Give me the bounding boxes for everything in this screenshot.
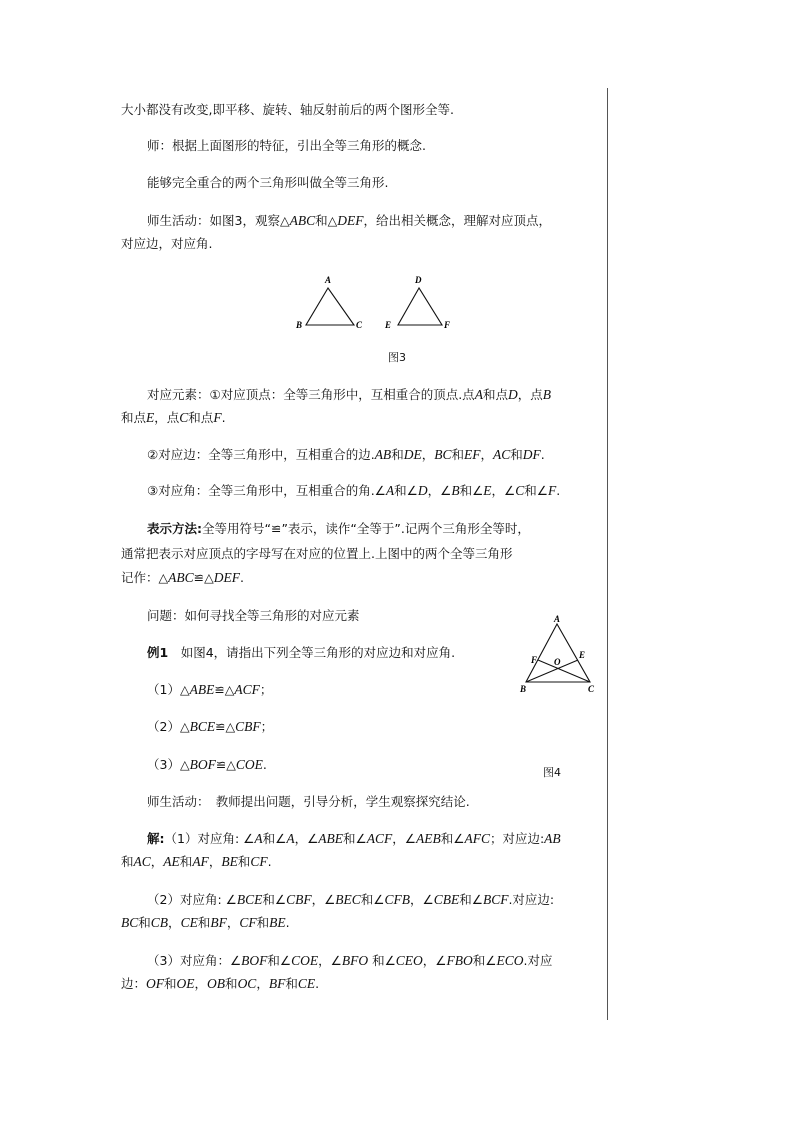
p6m: .: [540, 447, 545, 462]
solution-3-line-2: [121, 973, 605, 995]
paragraph-2: [147, 135, 631, 157]
p8e: ≌△: [193, 570, 214, 585]
s1i: ，∠: [392, 831, 416, 846]
s1h: ACF: [366, 831, 393, 846]
item-2-a: BCE: [189, 719, 216, 734]
s2w: 和: [256, 915, 270, 930]
item-3-a: BOF: [189, 757, 216, 772]
p5m: .: [221, 410, 226, 425]
p4d: DEF: [337, 213, 364, 228]
s1o: 和: [121, 854, 134, 869]
p6d: DE: [403, 447, 422, 462]
s1t: AF: [192, 854, 209, 869]
s3b: BOF: [241, 953, 268, 968]
s2u: ，: [226, 915, 240, 930]
s3f: BFO: [341, 953, 369, 968]
s2k: 和∠: [459, 892, 483, 907]
example-text: 如图4，请指出下列全等三角形的对应边和对应角.: [180, 645, 456, 660]
s1c: 和∠: [262, 831, 287, 846]
label-c: C: [588, 684, 595, 694]
p6e: ，: [421, 447, 435, 462]
paragraph-11: [147, 791, 631, 813]
example-label: 例1: [147, 645, 169, 660]
p4b: ABC: [289, 213, 316, 228]
p6g: 和: [451, 447, 464, 462]
label-d: D: [415, 275, 422, 285]
p5g: 和点: [121, 410, 147, 425]
p4f: 对应边，对应角.: [121, 236, 213, 251]
s3s: OB: [207, 976, 226, 991]
s1w: 和: [237, 854, 251, 869]
s1n: AB: [544, 831, 561, 846]
figure-4-triangle: [512, 612, 602, 698]
p7b: A: [385, 483, 395, 498]
notation-heading: 表示方法:: [147, 521, 202, 536]
s2m: .对应边:: [508, 892, 555, 907]
s1u: ，: [208, 854, 222, 869]
s3d: COE: [291, 953, 319, 968]
p7h: E: [483, 483, 492, 498]
p5d: D: [507, 387, 518, 402]
paragraph-8-line-2: [121, 543, 605, 565]
paragraph-1: [121, 99, 605, 121]
p4a: 师生活动：如图3，观察△: [147, 213, 290, 228]
s2g: 和∠: [360, 892, 385, 907]
p7c: 和∠: [394, 483, 418, 498]
p11-text: 师生活动： 教师提出问题，引导分析，学生观察探究结论.: [147, 794, 470, 809]
p6l: DF: [522, 447, 541, 462]
item-3-c: COE: [235, 757, 263, 772]
p2-text: 师：根据上面图形的特征，引出全等三角形的概念.: [147, 138, 426, 153]
p5e: ，点: [517, 387, 543, 402]
label-f: F: [444, 320, 451, 330]
s1d: A: [286, 831, 295, 846]
paragraph-4-line-1: [147, 210, 631, 232]
s3x: 和: [285, 976, 298, 991]
s1l: AFC: [464, 831, 490, 846]
s2p: CB: [150, 915, 169, 930]
s3o: OF: [146, 976, 165, 991]
label-o: O: [554, 657, 561, 667]
s1k: 和∠: [440, 831, 465, 846]
s3g: 和∠: [368, 953, 396, 968]
figure-4-caption: 图4: [543, 766, 561, 779]
solution-label: 解:: [147, 831, 165, 846]
s1x: CF: [250, 854, 268, 869]
s1e: ，∠: [294, 831, 319, 846]
triangle-abc: [306, 288, 354, 325]
p9-text: 问题：如何寻找全等三角形的对应元素: [147, 608, 360, 623]
p7a: ③对应角：全等三角形中，互相重合的角.∠: [147, 483, 386, 498]
p8d: ABC: [168, 570, 194, 585]
item-3-d: .: [262, 757, 267, 772]
s1r: AE: [163, 854, 180, 869]
p7l: F: [548, 483, 557, 498]
s1f: ABE: [318, 831, 344, 846]
solution-1-line-1: [147, 828, 631, 850]
s3i: ，∠: [422, 953, 447, 968]
s2n: BC: [121, 915, 139, 930]
s2v: CF: [239, 915, 257, 930]
p7f: B: [451, 483, 460, 498]
item-1-b: ≌△: [214, 682, 235, 697]
figure-3-caption: 图3: [388, 351, 406, 364]
solution-3-line-1: [147, 950, 631, 972]
item-1-a: ABE: [189, 682, 215, 697]
s3k: 和∠: [472, 953, 497, 968]
s3j: FBO: [446, 953, 473, 968]
p7i: ，∠: [491, 483, 516, 498]
p6c: 和: [391, 447, 404, 462]
p6h: EF: [464, 447, 481, 462]
s1a: （1）对应角: ∠: [164, 831, 255, 846]
s2c: 和∠: [262, 892, 287, 907]
p6k: 和: [510, 447, 523, 462]
p3-text: 能够完全重合的两个三角形叫做全等三角形.: [147, 175, 389, 190]
p5i: ，点: [154, 410, 180, 425]
s2r: CE: [180, 915, 198, 930]
s3u: OC: [237, 976, 257, 991]
s3p: 和: [164, 976, 177, 991]
s3v: ，: [256, 976, 269, 991]
item-3-b: ≌△: [215, 757, 236, 772]
item-1-n: （1）△: [147, 682, 190, 697]
s2s: 和: [197, 915, 211, 930]
p5c: 和点: [482, 387, 508, 402]
paragraph-8-line-1: [147, 518, 631, 540]
paragraph-4-line-2: [121, 233, 605, 255]
item-2-c: CBF: [235, 719, 261, 734]
s3t: 和: [225, 976, 238, 991]
p6f: BC: [434, 447, 452, 462]
s3w: BF: [268, 976, 286, 991]
s2i: ，∠: [410, 892, 434, 907]
label-b: B: [296, 320, 303, 330]
s3h: CEO: [395, 953, 423, 968]
p8f: DEF: [213, 570, 240, 585]
paragraph-3: [147, 172, 631, 194]
s1m: ；对应边:: [489, 831, 545, 846]
p8b: 通常把表示对应顶点的字母写在对应的位置上.上图中的两个全等三角形: [121, 546, 513, 561]
solution-2-line-1: [147, 889, 631, 911]
label-c: C: [356, 320, 363, 330]
p5j: C: [179, 410, 189, 425]
paragraph-7: [147, 480, 631, 502]
label-a: A: [325, 275, 332, 285]
s1b: A: [254, 831, 263, 846]
item-3-n: （3）△: [147, 757, 190, 772]
p1-text: 大小都没有改变,即平移、旋转、轴反射前后的两个图形全等.: [121, 102, 454, 117]
s3e: ，∠: [318, 953, 342, 968]
s2t: BF: [210, 915, 227, 930]
solution-2-line-2: [121, 912, 605, 934]
s3n: 边：: [121, 976, 147, 991]
triangle-def: [398, 288, 442, 325]
s1s: 和: [179, 854, 193, 869]
label-a: A: [554, 614, 561, 624]
s2q: ，: [168, 915, 181, 930]
p6b: AB: [374, 447, 392, 462]
s3m: .对应: [523, 953, 553, 968]
p8g: .: [239, 570, 244, 585]
p6a: ②对应边：全等三角形中，互相重合的边.: [147, 447, 375, 462]
item-2-b: ≌△: [215, 719, 236, 734]
p5k: 和点: [188, 410, 214, 425]
s2f: BEC: [335, 892, 361, 907]
s2b: BCE: [236, 892, 263, 907]
s2d: CBF: [286, 892, 312, 907]
s1j: AEB: [415, 831, 441, 846]
p7e: ，∠: [427, 483, 452, 498]
s3r: ，: [194, 976, 208, 991]
s2a: （2）对应角: ∠: [147, 892, 237, 907]
s1q: ，: [150, 854, 164, 869]
item-1-d: ；: [259, 682, 273, 697]
p8c: 记作：△: [121, 570, 169, 585]
label-b: B: [520, 684, 527, 694]
item-2-n: （2）△: [147, 719, 190, 734]
s2x: BE: [269, 915, 286, 930]
p5h: E: [146, 410, 155, 425]
s1v: BE: [221, 854, 238, 869]
item-1-c: ACF: [234, 682, 260, 697]
s1y: .: [267, 854, 272, 869]
p5b: A: [474, 387, 483, 402]
p7j: C: [515, 483, 525, 498]
s2j: CBE: [433, 892, 460, 907]
s2e: ，∠: [311, 892, 336, 907]
p5a: 对应元素：①对应顶点：全等三角形中，互相重合的顶点.点: [147, 387, 475, 402]
s2h: CFB: [384, 892, 411, 907]
s3l: ECO: [496, 953, 524, 968]
paragraph-8-line-3: [121, 567, 605, 589]
figure-3-triangles: [290, 270, 460, 340]
paragraph-6: [147, 444, 631, 466]
label-e: E: [579, 650, 586, 660]
s3q: OE: [176, 976, 195, 991]
paragraph-5-line-1: [147, 384, 631, 406]
s2y: .: [285, 915, 290, 930]
p8a: 全等用符号“≌”表示，读作“全等于”.记两个三角形全等时，: [202, 521, 530, 536]
p6i: ，: [480, 447, 494, 462]
s2o: 和: [138, 915, 151, 930]
solution-1-line-2: [121, 851, 605, 873]
p7m: .: [556, 483, 561, 498]
p4e: ，给出相关概念，理解对应顶点，: [363, 213, 551, 228]
s1g: 和∠: [343, 831, 367, 846]
s3c: 和∠: [267, 953, 292, 968]
paragraph-5-line-2: [121, 407, 605, 429]
p7k: 和∠: [524, 483, 548, 498]
s2l: BCF: [482, 892, 509, 907]
p7d: D: [417, 483, 428, 498]
p6j: AC: [493, 447, 511, 462]
p5f: B: [542, 387, 551, 402]
item-2-d: ；: [260, 719, 274, 734]
p7g: 和∠: [459, 483, 484, 498]
p5l: F: [213, 410, 222, 425]
s3y: CE: [297, 976, 316, 991]
s3z: .: [315, 976, 320, 991]
s3a: （3）对应角：∠: [147, 953, 242, 968]
label-e: E: [385, 320, 392, 330]
p4c: 和△: [315, 213, 338, 228]
label-f: F: [531, 655, 538, 665]
segment-cf: [538, 660, 590, 682]
item-2: [147, 716, 631, 738]
s1p: AC: [133, 854, 151, 869]
